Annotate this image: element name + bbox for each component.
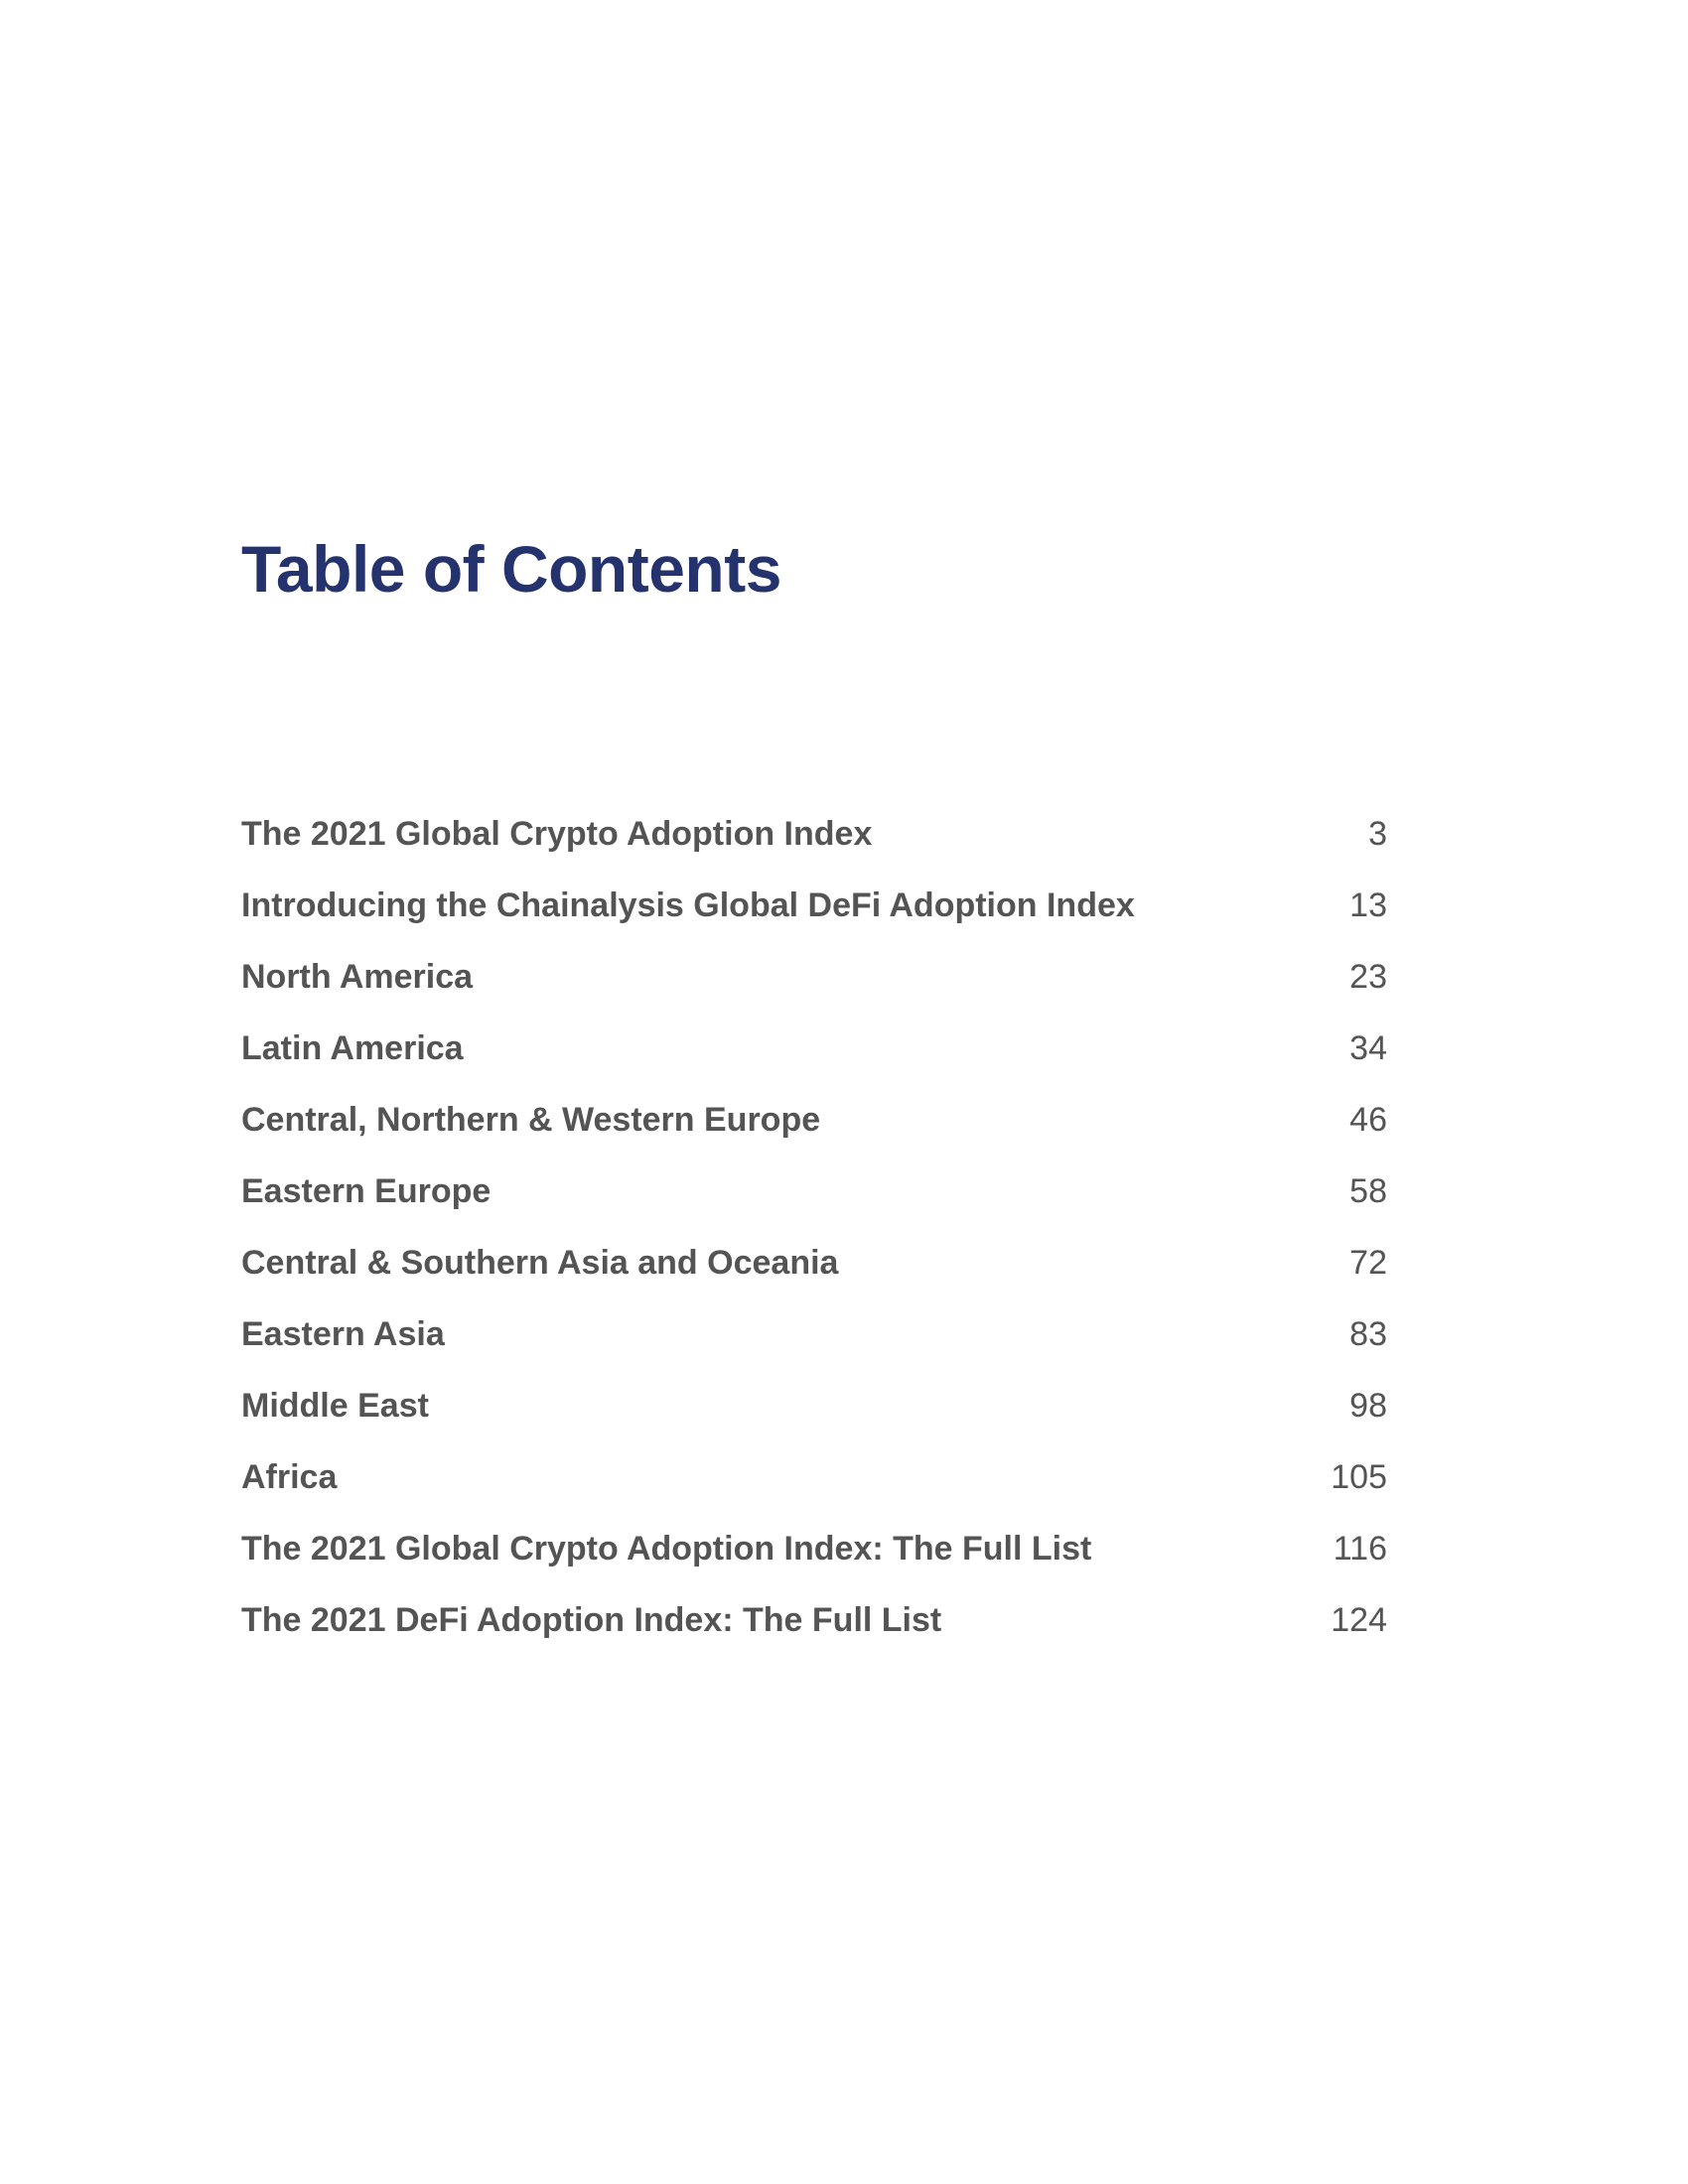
toc-entry[interactable] bbox=[241, 1298, 1387, 1370]
page-title: Table of Contents bbox=[241, 532, 781, 606]
toc-list bbox=[241, 798, 1387, 1656]
toc-entry-label: The 2021 Global Crypto Adoption Index bbox=[241, 814, 873, 853]
toc-entry-page-number: 46 bbox=[1349, 1100, 1387, 1139]
toc-entry-page-number: 98 bbox=[1349, 1386, 1387, 1425]
toc-entry[interactable] bbox=[241, 1584, 1387, 1656]
toc-entry[interactable] bbox=[241, 1441, 1387, 1513]
toc-entry[interactable] bbox=[241, 1156, 1387, 1227]
toc-entry-page-number: 124 bbox=[1331, 1600, 1387, 1639]
toc-entry-label: Eastern Asia bbox=[241, 1314, 445, 1353]
toc-entry-label: Eastern Europe bbox=[241, 1171, 492, 1210]
toc-entry-page-number: 23 bbox=[1349, 957, 1387, 996]
toc-entry-label: North America bbox=[241, 957, 474, 996]
toc-entry[interactable] bbox=[241, 1370, 1387, 1441]
toc-entry-page-number: 58 bbox=[1349, 1171, 1387, 1210]
toc-entry[interactable] bbox=[241, 1084, 1387, 1156]
toc-entry[interactable] bbox=[241, 870, 1387, 941]
toc-entry-page-number: 72 bbox=[1349, 1243, 1387, 1282]
toc-entry-page-number: 13 bbox=[1349, 886, 1387, 924]
toc-entry-label: The 2021 Global Crypto Adoption Index: The Full List bbox=[241, 1529, 1092, 1568]
toc-entry-label: Introducing the Chainalysis Global DeFi Adoption Index bbox=[241, 886, 1135, 924]
toc-entry[interactable] bbox=[241, 1013, 1387, 1084]
toc-entry-page-number: 83 bbox=[1349, 1314, 1387, 1353]
toc-entry-label: Africa bbox=[241, 1457, 338, 1496]
toc-entry-label: The 2021 DeFi Adoption Index: The Full List bbox=[241, 1600, 942, 1639]
toc-entry[interactable] bbox=[241, 1227, 1387, 1298]
toc-entry-page-number: 3 bbox=[1368, 814, 1387, 853]
toc-entry[interactable] bbox=[241, 941, 1387, 1013]
toc-entry-label: Middle East bbox=[241, 1386, 429, 1425]
toc-entry-label: Central & Southern Asia and Oceania bbox=[241, 1243, 839, 1282]
toc-entry-page-number: 105 bbox=[1331, 1457, 1387, 1496]
toc-entry-label: Latin America bbox=[241, 1028, 464, 1067]
toc-entry-label: Central, Northern & Western Europe bbox=[241, 1100, 821, 1139]
toc-entry-page-number: 116 bbox=[1333, 1529, 1387, 1568]
toc-entry-page-number: 34 bbox=[1349, 1028, 1387, 1067]
toc-entry[interactable] bbox=[241, 1513, 1387, 1584]
toc-entry[interactable] bbox=[241, 798, 1387, 870]
